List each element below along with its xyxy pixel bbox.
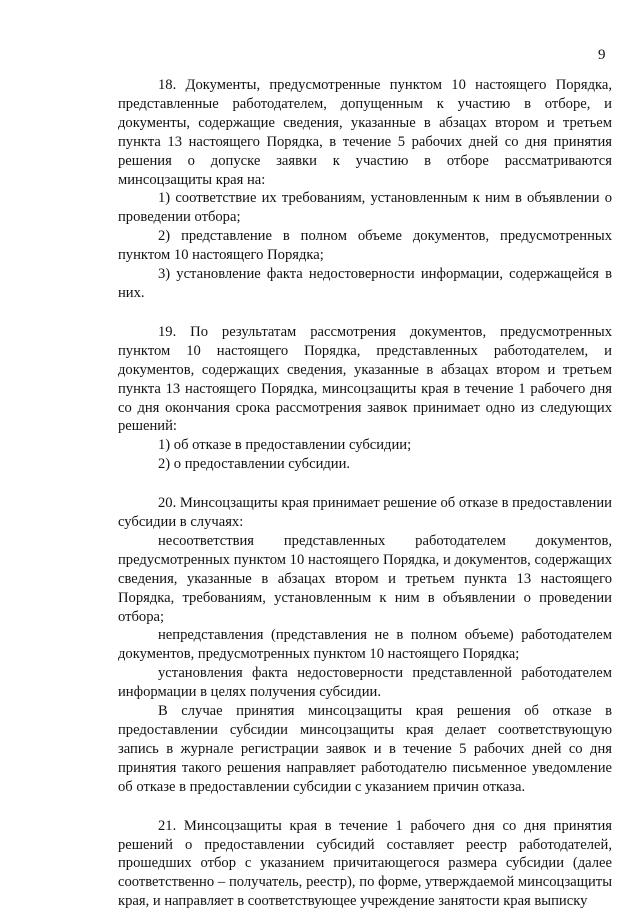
paragraph-20-case-3: установления факта недостоверности представленной работодателем информации в целях получения субсидии.	[118, 665, 612, 701]
paragraph-21: 21. Минсоцзащиты края в течение 1 рабочего дня со дня принятия решений о предоставлении субсидий составляет реестр работодателей, прошедших отбор с указанием причитающегося размера субсидии (далее соответственно – получатель, реестр), по форме, утверждаемой минсоцзащиты края, и направляет в соответствующее учреждение занятости края выписку	[118, 817, 612, 910]
paragraph-18-item-2: 2) представление в полном объеме документов, предусмотренных пунктом 10 настоящего Порядка;	[118, 228, 612, 264]
paragraph-20-case-2: непредставления (представления не в полном объеме) работодателем документов, предусмотренных пунктом 10 настоящего Порядка;	[118, 627, 612, 663]
paragraph-20-case-1: несоответствия представленных работодателем документов, предусмотренных пунктом 10 настоящего Порядка, и документов, содержащих сведения, указанные в абзацах втором и третьем пункта 13 настоящего Порядка, требованиям, установленным к ним в объявлении о проведении отбора;	[118, 532, 612, 625]
paragraph-19-item-2: 2) о предоставлении субсидии.	[158, 456, 351, 473]
paragraph-18-item-3: 3) установление факта недостоверности информации, содержащейся в них.	[118, 266, 612, 301]
paragraph-20-refusal-notice: В случае принятия минсоцзащиты края решения об отказе в предоставлении субсидии минсоцзащиты края делает соответствующую запись в журнале регистрации заявок и в течение 5 рабочих дней со дня принятия такого решения направляет работодателю письменное уведомление об отказе в предоставлении субсидии с указанием причин отказа.	[118, 703, 612, 795]
page-number: 9	[598, 47, 606, 63]
paragraph-19-item-1: 1) об отказе в предоставлении субсидии;	[158, 437, 412, 454]
document-body	[118, 76, 612, 911]
paragraph-19: 19. По результатам рассмотрения документов, предусмотренных пунктом 10 настоящего Порядка, представленных работодателем, и документов, содержащих сведения, указанные в абзацах втором и третьем пункта 13 настоящего Порядка, минсоцзащиты края в течение 1 рабочего дня со дня окончания срока рассмотрения заявок принимает одно из следующих решений:	[118, 323, 612, 435]
paragraph-20: 20. Минсоцзащиты края принимает решение об отказе в предоставлении субсидии в случаях:	[118, 495, 612, 531]
paragraph-18-item-1: 1) соответствие их требованиям, установленным к ним в объявлении о проведении отбора;	[118, 190, 612, 226]
paragraph-18: 18. Документы, предусмотренные пунктом 10 настоящего Порядка, представленные работодателем, допущенным к участию в отборе, и документы, содержащие сведения, указанные в абзацах втором и третьем пункта 13 настоящего Порядка, в течение 5 рабочих дней со дня принятия решения о допуске заявки к участию в отборе рассматриваются минсоцзащиты края на:	[118, 77, 612, 188]
